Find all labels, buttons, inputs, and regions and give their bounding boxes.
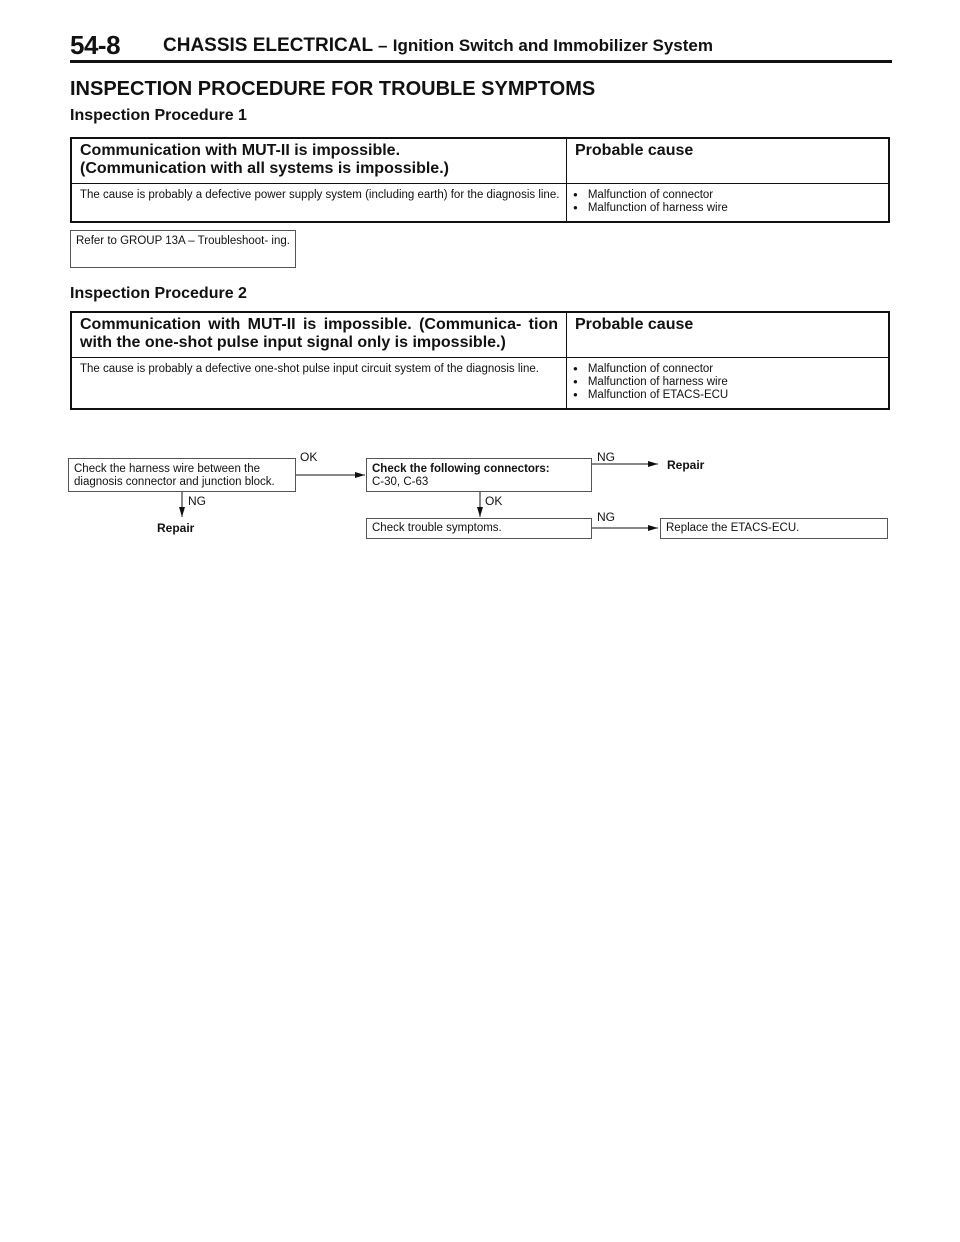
- cause-item: ● Malfunction of ETACS-ECU: [573, 389, 880, 402]
- cause-item: ● Malfunction of connector: [573, 363, 880, 376]
- flow-result-repair: Repair: [667, 458, 705, 472]
- flow-step-check-symptoms: Check trouble symptoms.: [366, 518, 592, 539]
- header-separator: –: [378, 36, 388, 55]
- connectors-detail: C-30, C-63: [372, 476, 429, 488]
- cause-item: ● Malfunction of harness wire: [573, 376, 880, 389]
- procedure-1-title: Inspection Procedure 1: [70, 107, 247, 124]
- flow-result-repair: Repair: [157, 521, 195, 535]
- procedure-2-description: The cause is probably a defective one-shot pulse input circuit system of the diagnosis line.: [71, 358, 567, 410]
- cause-item: ● Malfunction of connector: [573, 189, 880, 202]
- chapter-title: CHASSIS ELECTRICAL: [163, 35, 373, 56]
- probable-cause-heading: Probable cause: [567, 312, 890, 358]
- label-ng: NG: [597, 510, 615, 524]
- symptom-line-1: Communication with MUT-II is impossible.: [80, 142, 401, 159]
- flow-step-check-connectors: [366, 458, 592, 492]
- label-ok: OK: [300, 450, 318, 464]
- page-number: 54-8: [70, 30, 121, 60]
- label-ok: OK: [485, 494, 503, 508]
- flow-step-check-harness: Check the harness wire between the diagnosis connector and junction block.: [68, 458, 296, 492]
- reference-box: Refer to GROUP 13A – Troubleshoot- ing.: [70, 230, 296, 268]
- cause-item: ● Malfunction of harness wire: [573, 202, 880, 215]
- procedure-1-description: The cause is probably a defective power supply system (including earth) for the diagnosis line.: [71, 184, 567, 223]
- flow-result-replace-ecu: Replace the ETACS-ECU.: [660, 518, 888, 539]
- procedure-2-title: Inspection Procedure 2: [70, 285, 247, 302]
- label-ng: NG: [188, 494, 206, 508]
- chapter-subtitle: Ignition Switch and Immobilizer System: [392, 36, 713, 55]
- connectors-title: Check the following connectors:: [372, 463, 550, 475]
- procedure-2-symptom: Communication with MUT-II is impossible. (Communica- tion with the one-shot pulse input signal only is impossible.): [71, 312, 567, 358]
- symptom-line-2: (Communication with all systems is impossible.): [80, 160, 449, 177]
- section-title: INSPECTION PROCEDURE FOR TROUBLE SYMPTOMS: [70, 78, 596, 100]
- label-ng: NG: [597, 450, 615, 464]
- probable-cause-heading: Probable cause: [567, 138, 890, 184]
